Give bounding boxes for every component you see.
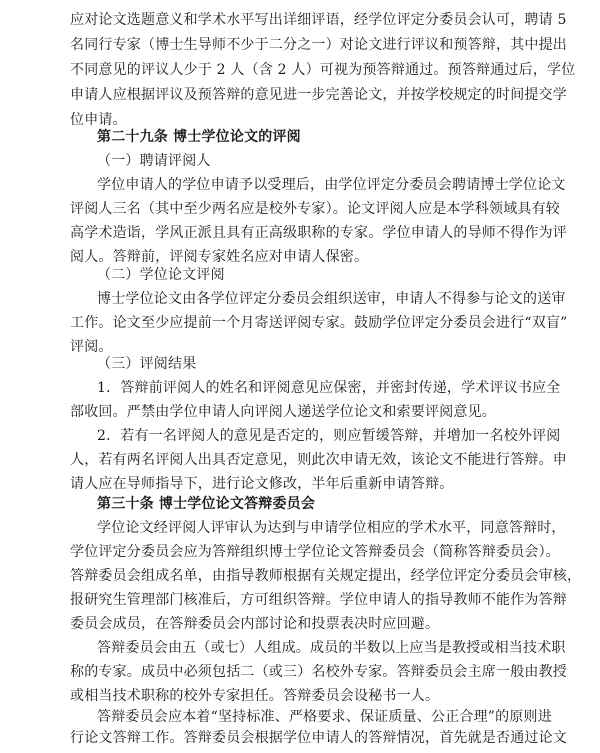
subsection-heading: （二）学位论文评阅 [97,267,225,283]
text-line: 申请人应根据评议及预答辩的意见进一步完善论文，并按学校规定的时间提交学 [70,87,567,103]
text-line: 部收回。严禁由学位申请人向评阅人递送学位论文和索要评阅意见。 [70,404,496,420]
text-line: 委员会成员，在答辩委员会内部讨论和投票表决时应回避。 [70,616,440,632]
text-line: 称的专家。成员中必须包括二（或三）名校外专家。答辩委员会主席一般由教授 [70,664,567,680]
text-line: 不同意见的评议人少于 2 人（含 2 人）可视为预答辩通过。预答辩通过后，学位 [70,62,576,78]
text-line: 2．若有一名评阅人的意见是否定的，则应暂缓答辩，并增加一名校外评阅 [97,428,561,444]
text-line: 学位申请人的学位申请予以受理后，由学位评定分委员会聘请博士学位论文 [97,177,566,193]
text-line: 应对论文选题意义和学术水平写出详细评语，经学位评定分委员会认可，聘请 5 [70,12,567,28]
text-line: 阅人。答辩前，评阅专家姓名应对申请人保密。 [70,249,369,265]
text-line: 请人应在导师指导下，进行论文修改，半年后重新申请答辩。 [70,476,454,492]
text-line: 或相当技术职称的校外专家担任。答辩委员会设秘书一人。 [70,688,440,704]
text-line: 人，若有两名评阅人出具否定意见，则此次申请无效，该论文不能进行答辩。申 [70,452,567,468]
subsection-heading: （一）聘请评阅人 [97,153,211,169]
text-line: 学位评定分委员会应为答辩组织博士学位论文答辩委员会（简称答辩委员会）。 [70,544,560,560]
text-line: 学位论文经评阅人评审认为达到与申请学位相应的学术水平，同意答辩时， [97,520,566,536]
text-line: 博士学位论文由各学位评定分委员会组织送审，申请人不得参与论文的送审 [97,291,566,307]
text-line: 答辩委员会应本着“坚持标准、严格要求、保证质量、公正合理”的原则进 [97,709,552,725]
text-line: 报研究生管理部门核准后，方可组织答辩。学位申请人的指导教师不能作为答辩 [70,592,567,608]
text-line: 答辩委员会由五（或七）人组成。成员的半数以上应当是教授或相当技术职 [97,640,566,656]
text-line: 高学术造诣，学风正派且具有正高级职称的专家。学位申请人的导师不得作为评 [70,225,567,241]
text-line: 行论文答辩工作。答辩委员会根据学位申请人的答辩情况，首先就是否通过论文 [70,730,567,746]
text-line: 评阅人三名（其中至少两名应是校外专家）。论文评阅人应是本学科领域具有较 [70,201,560,217]
text-line: 评阅。 [70,339,113,355]
text-line: 位申请。 [70,112,127,128]
subsection-heading: （三）评阅结果 [97,356,197,372]
article-30-heading: 第三十条 博士学位论文答辩委员会 [97,496,316,512]
text-line: 答辩委员会组成名单，由指导教师根据有关规定提出，经学位评定分委员会审核， [70,568,582,584]
article-29-heading: 第二十九条 博士学位论文的评阅 [97,129,301,145]
text-line: 工作。论文至少应提前一个月寄送评阅专家。鼓励学位评定分委员会进行“双盲” [70,315,568,331]
text-line: 名同行专家（博士生导师不少于二分之一）对论文进行评议和预答辩，其中提出 [70,37,567,53]
text-line: 1．答辩前评阅人的姓名和评阅意见应保密，并密封传递，学术评议书应全 [97,380,561,396]
